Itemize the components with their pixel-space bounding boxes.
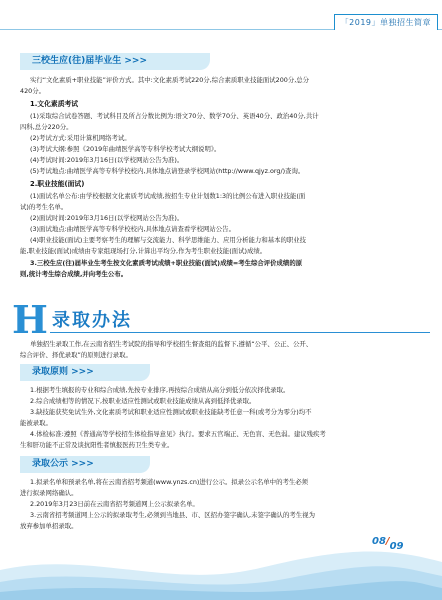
paragraph-line: 进行拟录网络确认。 — [20, 489, 78, 497]
intro-line: 420分。 — [20, 87, 45, 95]
paragraph-line: 4.体检标准:遵照《普通高等学校招生体检指导意见》执行。要求五官端正、无色盲、无色弱。建议残疾考 — [30, 430, 326, 438]
paragraph-line: 试)的考生名单。 — [20, 203, 68, 211]
section-title-principles: 录取原则 >>> — [32, 367, 94, 377]
paragraph-line: (3)考试大纲:参照《2019年曲靖医学高等专科学校考试大纲说明》。 — [30, 145, 221, 153]
paragraph-line: 四科,总分220分。 — [20, 123, 73, 131]
paragraph-line: 单独招生录取工作,在云南省招生考试院的指导和学校招生督查组的监督下,遵循“公平、公正、公开、 — [30, 340, 313, 348]
paragraph-line: 1.根据考生填报的专业和综合成绩,先按专业排序,再按综合成绩从高分到低分依次择优录取。 — [30, 386, 290, 394]
page-number-left: 08 — [372, 536, 386, 547]
paragraph-line: 2.2019年3月23日前在云南省招考频道网上公示拟录名单。 — [30, 500, 199, 508]
paragraph-line: 放弃参加单招录取。 — [20, 522, 78, 530]
paragraph-line: 2.综合成绩相等的情况下,按职业适应性测试或职业技能成绩从高到低择优录取。 — [30, 397, 256, 405]
paragraph-line: (3)面试地点:曲靖医学高等专科学校校内,具体地点请查看学校网站公告。 — [30, 225, 235, 233]
paragraph-line: 综合评价、择优录取”的原则进行录取。 — [20, 351, 132, 359]
paragraph-line: 3.云南省招考频道网上公示的拟录取考生,必须到当地县、市、区招办签字确认,未签字确认的考生视为 — [30, 511, 315, 519]
paragraph-line-bold: 则,统计考生综合成绩,并向考生公布。 — [20, 270, 128, 278]
paragraph-line: (5)考试地点:曲靖医学高等专科学校校内,具体地点请登录学校网站(http://www.qjyz.org/)查询。 — [30, 167, 305, 175]
section-tab-graduates — [20, 53, 210, 70]
page-number-separator: / — [385, 536, 390, 547]
paragraph-line-bold: 3.三校生应(往)届毕业生考生按文化素质考试成绩+职业技能(面试)成绩=考生综合评价成绩的原 — [30, 259, 303, 267]
paragraph-line: (2)面试时间:2019年3月16日(以学校网站公告为准)。 — [30, 214, 184, 222]
section-title-admission: 录取办法 — [52, 310, 132, 331]
section-title-graduates: 三校生应(往)届毕业生 >>> — [32, 56, 147, 66]
intro-line: 实行“文化素质+职业技能”评价方式。其中:文化素质考试220分,综合素质职业技能面试200分,总分 — [30, 76, 310, 84]
footer-wave-decoration — [0, 540, 442, 600]
header-label: 「2019」单独招生简章 — [334, 14, 438, 30]
subhead-culture-exam: 1.文化素质考试 — [30, 100, 79, 108]
paragraph-line: (4)考试时间:2019年3月16日(以学校网站公告为准)。 — [30, 156, 184, 164]
paragraph-line: (1)面试名单公布:由学校根据文化素质考试成绩,按招生专业计划数1:3的比例公布进入职业技能(面 — [30, 192, 306, 200]
paragraph-line: 3.缺技能获奖免试生外,文化素质考试和职业适应性测试或职业技能缺考任意一科(或考分为零分)均不 — [30, 408, 312, 416]
section-title-publicity: 录取公示 >>> — [32, 459, 94, 469]
paragraph-line: 能,职业技能(面试)成绩由专家组现场打分,计算出平均分,作为考生职业技能(面试)成绩。 — [20, 247, 267, 255]
section-tab-principles — [20, 364, 150, 381]
page-number — [372, 536, 404, 552]
paragraph-line: (2)考试方式:采用计算机网络考试。 — [30, 134, 131, 142]
section-tab-publicity — [20, 456, 150, 473]
paragraph-line: 1.拟录名单和预录名单,将在云南省招考频道(www.ynzs.cn)进行公示。拟录公示名单中的考生必须 — [30, 478, 309, 486]
paragraph-line: 能被录取。 — [20, 419, 52, 427]
page-number-right: 09 — [389, 541, 404, 552]
paragraph-line: (4)职业技能(面试)主要考察考生的理解与交流能力、科学思维能力、应用分析能力和基本的职业技 — [30, 236, 307, 244]
paragraph-line: 生和肝功能不正常及谈抗阳性者慎报医药卫生类专业。 — [20, 441, 174, 449]
section-divider — [50, 332, 430, 333]
subhead-skills-interview: 2.职业技能(面试) — [30, 180, 85, 188]
section-letter-h: H — [12, 297, 48, 342]
paragraph-line: (1)采取综合试卷答题、考试科目及所占分数比例为:语文70分、数学70分、英语40分、政治40分,共计 — [30, 112, 319, 120]
